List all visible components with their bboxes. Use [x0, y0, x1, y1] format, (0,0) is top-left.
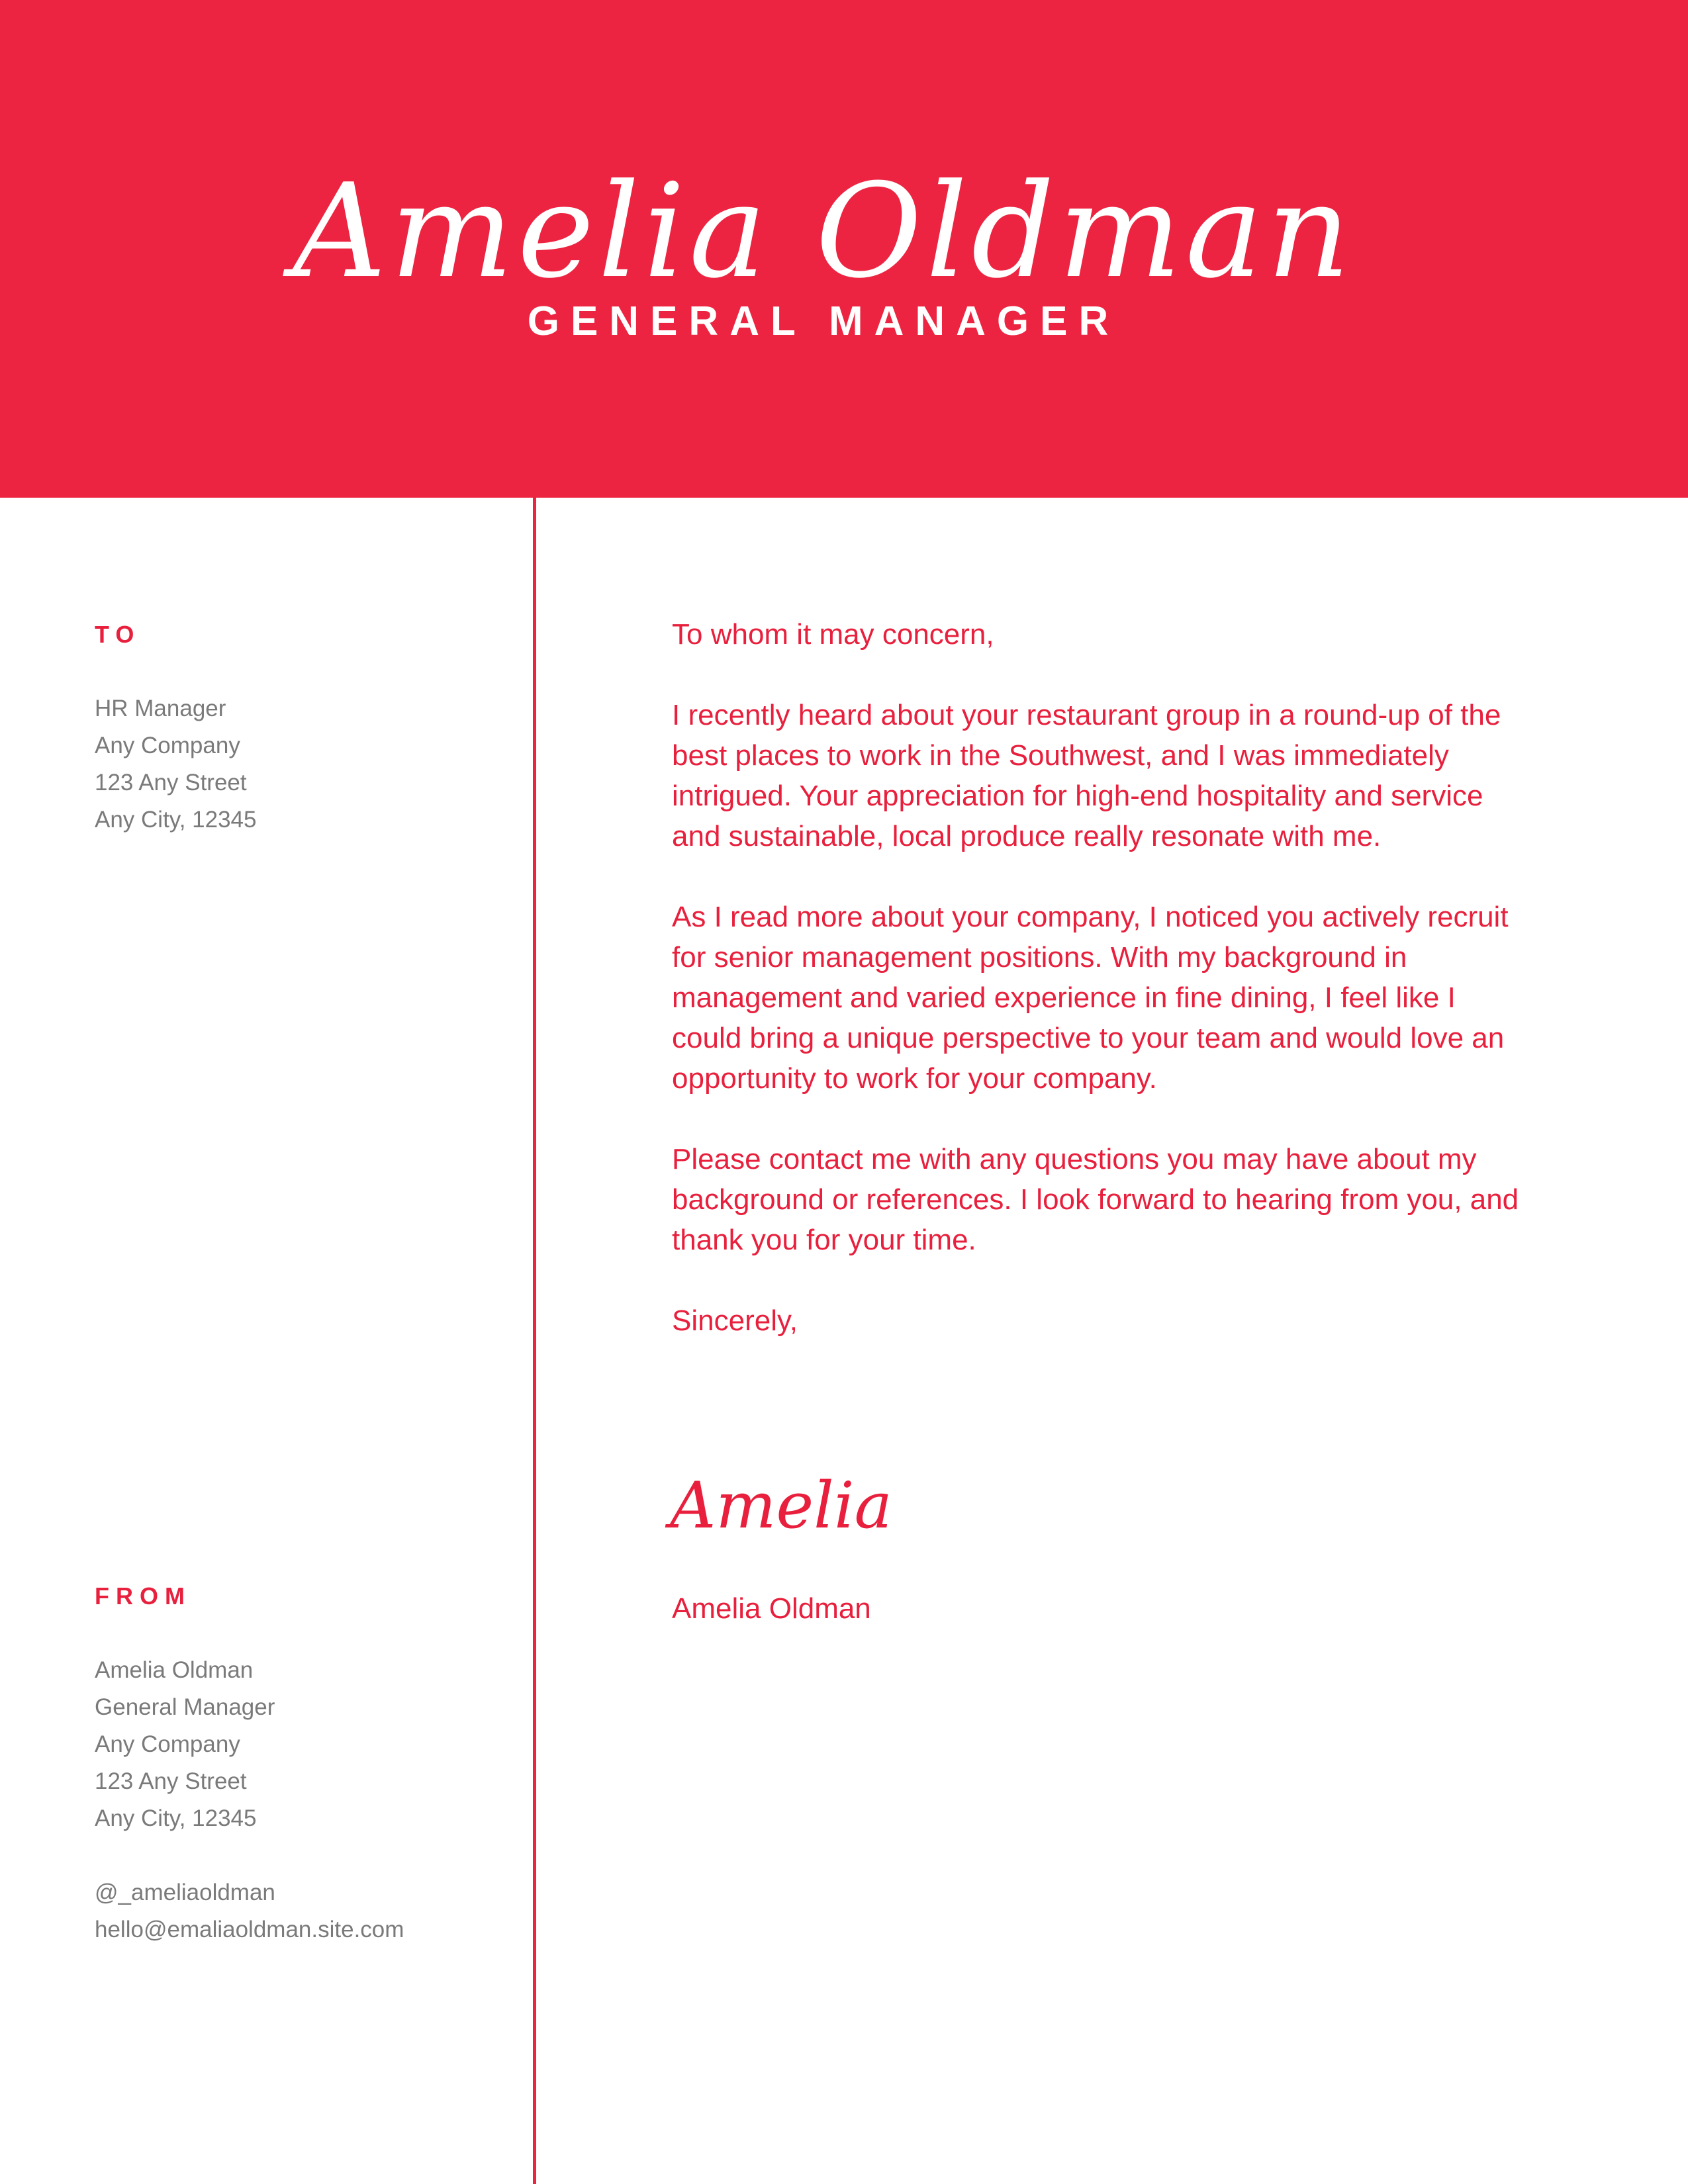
letter-paragraph: As I read more about your company, I noticed you actively recruit for senior management positions. With my background in management and varied experience in fine dining, I feel like I could bring a unique perspective to your team and would love an opportunity to work for your company.	[672, 901, 1509, 1095]
recipient-line: 123 Any Street	[95, 770, 247, 796]
column-divider	[533, 498, 536, 2184]
header-job-title: GENERAL MANAGER	[527, 298, 1120, 344]
letter-salutation: To whom it may concern,	[672, 618, 994, 651]
sender-line: Any Company	[95, 1731, 240, 1757]
recipient-address	[95, 690, 518, 839]
sender-label: FROM	[95, 1582, 191, 1610]
sender-line: 123 Any Street	[95, 1768, 247, 1794]
sender-address	[95, 1652, 518, 1837]
sender-line: Amelia Oldman	[95, 1657, 254, 1683]
sender-email: hello@emaliaoldman.site.com	[95, 1917, 404, 1942]
recipient-label: TO	[95, 621, 141, 648]
recipient-line: Any City, 12345	[95, 807, 257, 833]
sender-contact	[95, 1874, 518, 1948]
signer-name: Amelia Oldman	[672, 1592, 871, 1625]
letter-paragraph: I recently heard about your restaurant group in a round-up of the best places to work in the Southwest, and I was immediately intrigued. Your appreciation for high-end hospitality and service and sustainable, local produce really resonate with me.	[672, 699, 1501, 852]
header-name: Amelia Oldman	[293, 156, 1354, 307]
letter-paragraph: Please contact me with any questions you may have about my background or references. I look forward to hearing from you, and thank you for your time.	[672, 1143, 1519, 1256]
sender-line: Any City, 12345	[95, 1805, 257, 1831]
letter-closing: Sincerely,	[672, 1304, 798, 1337]
header-banner	[0, 0, 1688, 498]
sender-social-handle: @_ameliaoldman	[95, 1880, 275, 1905]
letter-body	[672, 614, 1526, 1381]
handwritten-signature: Amelia	[670, 1469, 892, 1543]
recipient-line: HR Manager	[95, 696, 226, 721]
recipient-line: Any Company	[95, 733, 240, 758]
sender-line: General Manager	[95, 1694, 275, 1720]
